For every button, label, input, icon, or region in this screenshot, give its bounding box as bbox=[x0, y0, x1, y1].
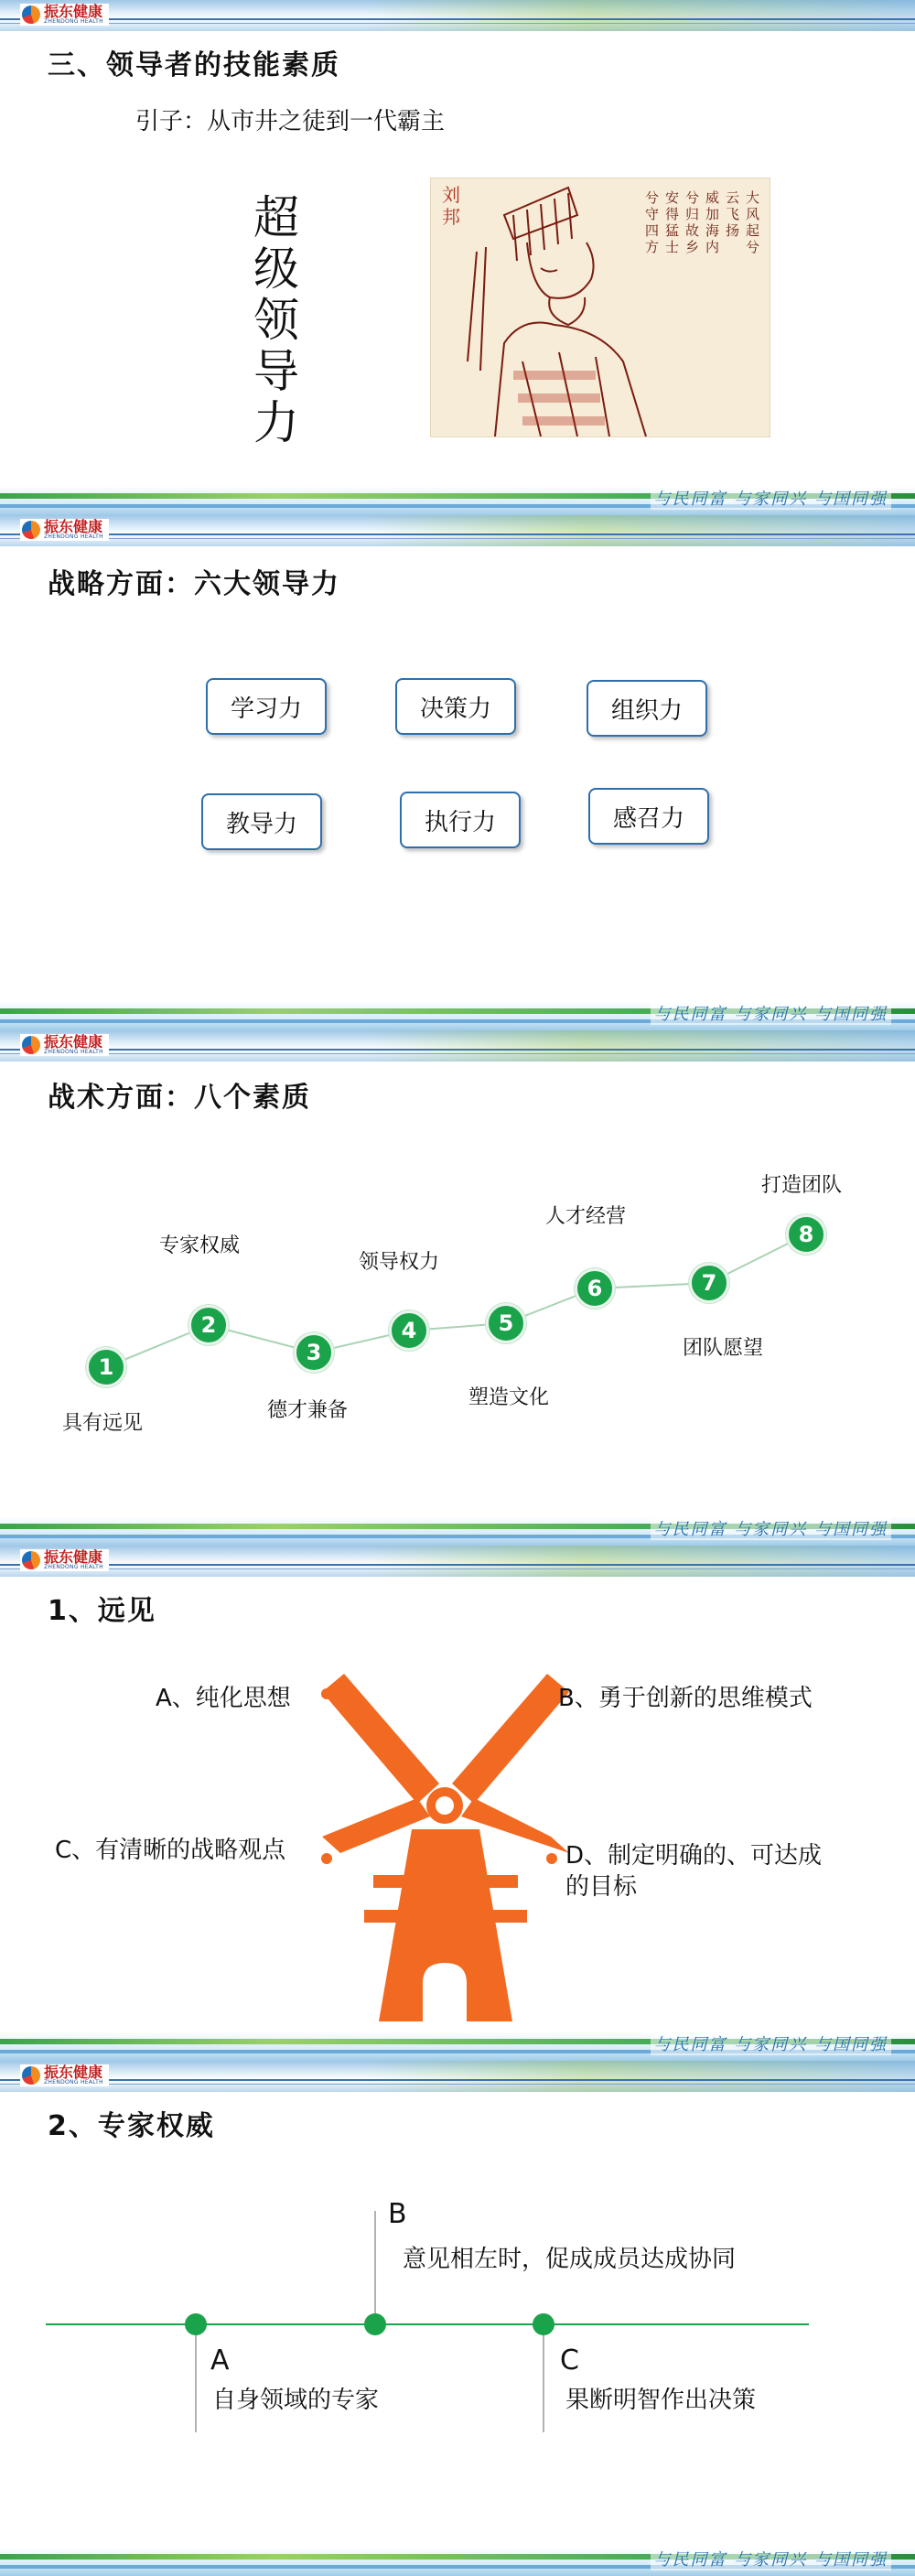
logo-text-en: ZHENDONG HEALTH bbox=[44, 1049, 103, 1055]
step-label: 领导权力 bbox=[359, 1251, 440, 1274]
ability-box: 教导力 bbox=[201, 793, 322, 850]
timeline-text-b: 意见相左时，促成成员达成协同 bbox=[403, 2246, 737, 2273]
timeline-letter-a: A bbox=[210, 2344, 230, 2377]
timeline-text-a: 自身领域的专家 bbox=[212, 2387, 380, 2414]
step-label: 团队愿望 bbox=[683, 1337, 764, 1360]
logo-text: 振东健康 bbox=[44, 1033, 103, 1051]
slide-title: 战略方面：六大领导力 bbox=[48, 568, 340, 600]
step-label: 人才经营 bbox=[545, 1205, 627, 1228]
timeline-letter-c: C bbox=[560, 2344, 579, 2377]
slide-title: 战术方面：八个素质 bbox=[48, 1082, 311, 1114]
poem-column: 云飞扬 bbox=[726, 189, 740, 239]
vision-point-d: D、制定明确的、可达成 bbox=[565, 1842, 823, 1870]
step-label: 塑造文化 bbox=[468, 1386, 550, 1409]
footer-band bbox=[0, 1001, 915, 1030]
slide-title: 三、领导者的技能素质 bbox=[48, 49, 340, 81]
slide-1 bbox=[0, 0, 915, 515]
footer-slogan: 与民同富 与家同兴 与国同强 bbox=[651, 1001, 891, 1025]
logo-mark-icon bbox=[22, 5, 40, 24]
vision-point-b: B、勇于创新的思维模式 bbox=[558, 1685, 813, 1712]
slide-3 bbox=[0, 1030, 915, 1546]
vision-point-c: C、有清晰的战略观点 bbox=[55, 1837, 286, 1864]
header-band bbox=[0, 0, 915, 31]
step-circle: 8 bbox=[786, 1214, 826, 1255]
slide-subtitle: 引子：从市井之徒到一代霸主 bbox=[135, 108, 446, 135]
step-circle: 5 bbox=[486, 1303, 526, 1343]
logo-text-en: ZHENDONG HEALTH bbox=[44, 18, 103, 25]
steps-connector bbox=[0, 1030, 915, 1546]
ability-box: 感召力 bbox=[588, 788, 709, 845]
step-label: 打造团队 bbox=[761, 1174, 843, 1197]
poem-column: 兮归故乡 bbox=[685, 189, 700, 255]
step-circle: 1 bbox=[86, 1347, 126, 1387]
step-label: 专家权威 bbox=[159, 1234, 241, 1257]
portrait-name: 刘邦 bbox=[442, 184, 460, 228]
brand-logo bbox=[20, 519, 109, 541]
footer-band bbox=[0, 1516, 915, 1546]
timeline-letter-b: B bbox=[388, 2198, 407, 2230]
step-circle: 6 bbox=[575, 1268, 615, 1309]
footer-slogan: 与民同富 与家同兴 与国同强 bbox=[651, 486, 891, 510]
poem-column: 兮守四方 bbox=[645, 189, 660, 255]
ability-box: 组织力 bbox=[587, 680, 707, 737]
logo-text-en: ZHENDONG HEALTH bbox=[44, 2079, 103, 2086]
logo-text: 振东健康 bbox=[44, 3, 103, 20]
vision-point-a: A、纯化思想 bbox=[156, 1685, 291, 1712]
footer-band bbox=[0, 486, 915, 515]
logo-mark-icon bbox=[22, 521, 40, 539]
brand-logo bbox=[20, 4, 109, 26]
step-label: 具有远见 bbox=[62, 1412, 144, 1435]
ability-box: 决策力 bbox=[395, 678, 516, 735]
poem-column: 安得猛士 bbox=[665, 189, 680, 255]
logo-text: 振东健康 bbox=[44, 2064, 103, 2081]
footer-band bbox=[0, 2547, 915, 2576]
header-band bbox=[0, 515, 915, 546]
footer-band bbox=[0, 2032, 915, 2061]
emperor-illustration bbox=[440, 178, 651, 437]
slide-2 bbox=[0, 515, 915, 1030]
step-circle: 4 bbox=[389, 1310, 429, 1351]
slide-5 bbox=[0, 2061, 915, 2576]
logo-text: 振东健康 bbox=[44, 1548, 103, 1566]
vertical-heading: 超级领导力 bbox=[253, 191, 299, 449]
step-circle: 7 bbox=[689, 1263, 729, 1303]
ability-box: 执行力 bbox=[400, 792, 521, 848]
poem-column: 威加海内 bbox=[705, 189, 720, 255]
liu-bang-portrait bbox=[430, 178, 770, 437]
logo-text: 振东健康 bbox=[44, 518, 103, 535]
vision-point-d-cont: 的目标 bbox=[565, 1873, 638, 1901]
step-circle: 2 bbox=[188, 1305, 229, 1345]
timeline-text-c: 果断明智作出决策 bbox=[565, 2387, 757, 2414]
logo-text-en: ZHENDONG HEALTH bbox=[44, 1564, 103, 1570]
poem-column: 大风起兮 bbox=[746, 189, 760, 255]
footer-slogan: 与民同富 与家同兴 与国同强 bbox=[651, 2547, 891, 2571]
slide-title: 2、专家权威 bbox=[48, 2110, 215, 2142]
step-circle: 3 bbox=[294, 1332, 334, 1373]
slide-4 bbox=[0, 1546, 915, 2061]
step-label: 德才兼备 bbox=[267, 1399, 349, 1422]
windmill-icon bbox=[0, 1546, 915, 2061]
footer-slogan: 与民同富 与家同兴 与国同强 bbox=[651, 1516, 891, 1540]
footer-slogan: 与民同富 与家同兴 与国同强 bbox=[651, 2032, 891, 2055]
ability-box: 学习力 bbox=[206, 678, 327, 735]
logo-text-en: ZHENDONG HEALTH bbox=[44, 534, 103, 540]
timeline bbox=[0, 2061, 915, 2576]
slide-title: 1、远见 bbox=[48, 1595, 156, 1627]
